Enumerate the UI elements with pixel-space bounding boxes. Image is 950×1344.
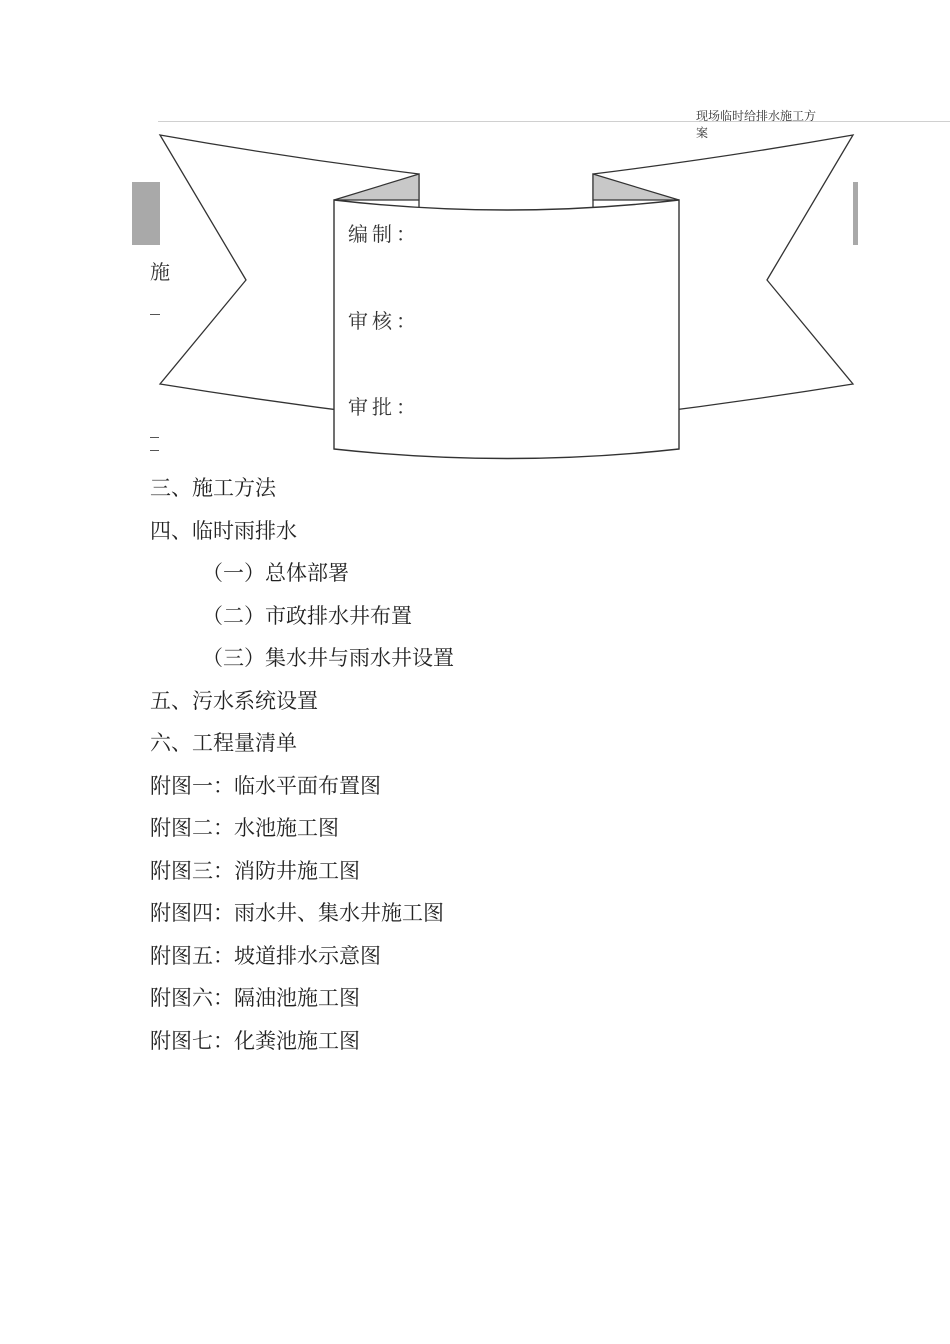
toc-subitem: （二）市政排水井布置: [202, 603, 412, 628]
table-of-contents: [150, 475, 454, 1070]
hidden-title-glyph: 施: [150, 260, 170, 284]
toc-appendix-item: 附图五：坡道排水示意图: [150, 943, 381, 968]
toc-appendix-item: 附图六：隔油池施工图: [150, 986, 360, 1010]
toc-item: 三、施工方法: [150, 476, 276, 500]
toc-subitem: （一）总体部署: [202, 561, 349, 585]
header-title: 现场临时给排水施工方: [696, 109, 817, 123]
toc-appendix-item: 附图二：水池施工图: [150, 816, 339, 840]
toc-appendix-item: 附图七：化粪池施工图: [150, 1028, 360, 1053]
toc-appendix-item: 附图一：临水平面布置图: [150, 773, 381, 798]
approved-by-label: 审批：: [348, 395, 420, 419]
toc-appendix-item: 附图四：雨水井、集水井施工图: [150, 901, 444, 925]
toc-subitem: （三）集水井与雨水井设置: [202, 646, 454, 670]
toc-item: 五、污水系统设置: [150, 688, 318, 713]
toc-appendix-item: 附图三：消防井施工图: [150, 858, 360, 883]
header-title-overflow: 案: [696, 126, 709, 140]
toc-item: 六、工程量清单: [150, 731, 297, 755]
compiled-by-label: 编制：: [348, 222, 420, 246]
toc-item: 四、临时雨排水: [150, 518, 297, 543]
reviewed-by-label: 审核：: [348, 309, 420, 333]
